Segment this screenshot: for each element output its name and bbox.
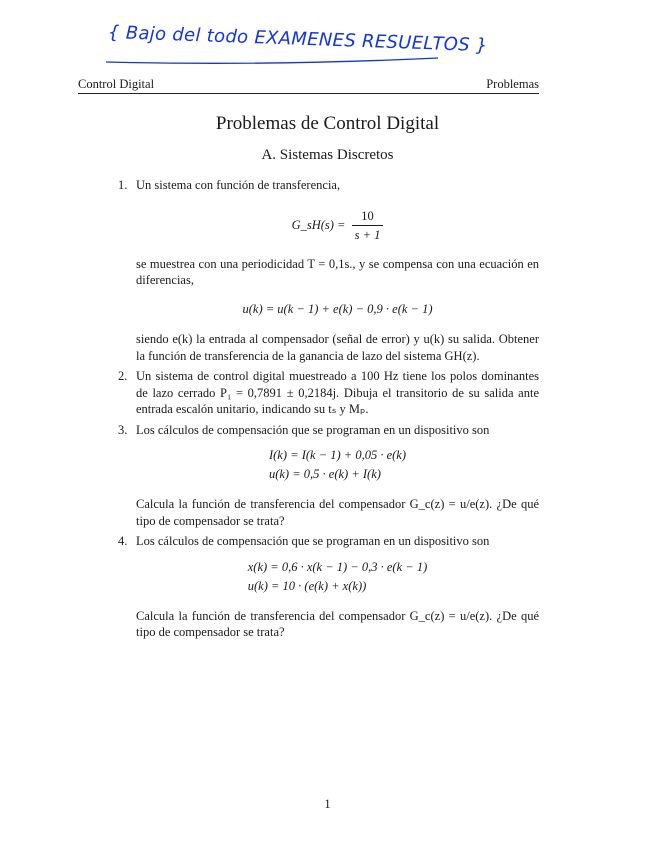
problem-3-equations: [269, 446, 406, 484]
difference-equation: u(k) = u(k − 1) + e(k) − 0,9 · e(k − 1): [242, 301, 433, 316]
problem-number: 4.: [118, 534, 128, 548]
header-rule: [78, 93, 539, 94]
document-title: Problemas de Control Digital: [215, 113, 440, 134]
problem-number: 1.: [118, 178, 128, 192]
problem-2-text: Un sistema de control digital muestreado a 100 Hz tiene los polos dominantes de lazo cerrado P₁ = 0,7891 ± 0,2184j. Dibuja el transitorio de su salida ante entrada escalón unitario, indicando su tₛ y Mₚ.: [136, 369, 539, 416]
transfer-function-equation: [136, 208, 539, 244]
problem-1: [118, 177, 539, 364]
eq-numerator: 10: [352, 208, 384, 227]
problem-number: 2.: [118, 369, 128, 383]
problem-4-equations: [248, 558, 428, 596]
handwritten-note: [88, 14, 489, 64]
problem-3: [118, 422, 539, 530]
problem-number: 3.: [118, 422, 128, 437]
eq-denominator: s + 1: [354, 228, 381, 242]
header-left: Control Digital: [78, 77, 155, 91]
eq-fraction: [352, 208, 384, 244]
problem-3-intro: Los cálculos de compensación que se programan en un dispositivo son: [136, 422, 490, 437]
section-heading: A. Sistemas Discretos: [261, 147, 394, 163]
problem-list: [118, 177, 539, 645]
problem-1-text2: se muestrea con una periodicidad T = 0,1s., y se compensa con una ecuación en diferencias,: [136, 256, 539, 287]
problem-4-intro: Los cálculos de compensación que se programan en un dispositivo son: [136, 534, 490, 548]
equation-line: u(k) = 10 · (e(k) + x(k)): [247, 578, 367, 593]
equation-line: I(k) = I(k − 1) + 0,05 · e(k): [268, 448, 407, 462]
problem-2: [118, 368, 539, 418]
eq-lhs: G_sH(s) =: [291, 217, 346, 232]
page-number: 1: [324, 797, 331, 811]
problem-4: [118, 533, 539, 641]
problem-1-text3: siendo e(k) la entrada al compensador (señal de error) y u(k) su salida. Obtener la función de transferencia de la ganancia de lazo del sistema GH(z).: [136, 332, 539, 363]
handwritten-note-text: { Bajo del todo EXAMENES RESUELTOS }: [107, 22, 489, 57]
problem-3-outro: Calcula la función de transferencia del compensador G_c(z) = u/e(z). ¿De qué tipo de compensador se trata?: [136, 497, 539, 528]
equation-line: x(k) = 0,6 · x(k − 1) − 0,3 · e(k − 1): [247, 559, 428, 574]
equation-line: u(k) = 0,5 · e(k) + I(k): [268, 467, 381, 481]
running-header: [78, 77, 539, 93]
problem-1-intro: Un sistema con función de transferencia,: [136, 178, 341, 192]
problem-4-outro: Calcula la función de transferencia del compensador G_c(z) = u/e(z). ¿De qué tipo de compensador se trata?: [136, 608, 539, 639]
header-right: Problemas: [486, 77, 539, 91]
